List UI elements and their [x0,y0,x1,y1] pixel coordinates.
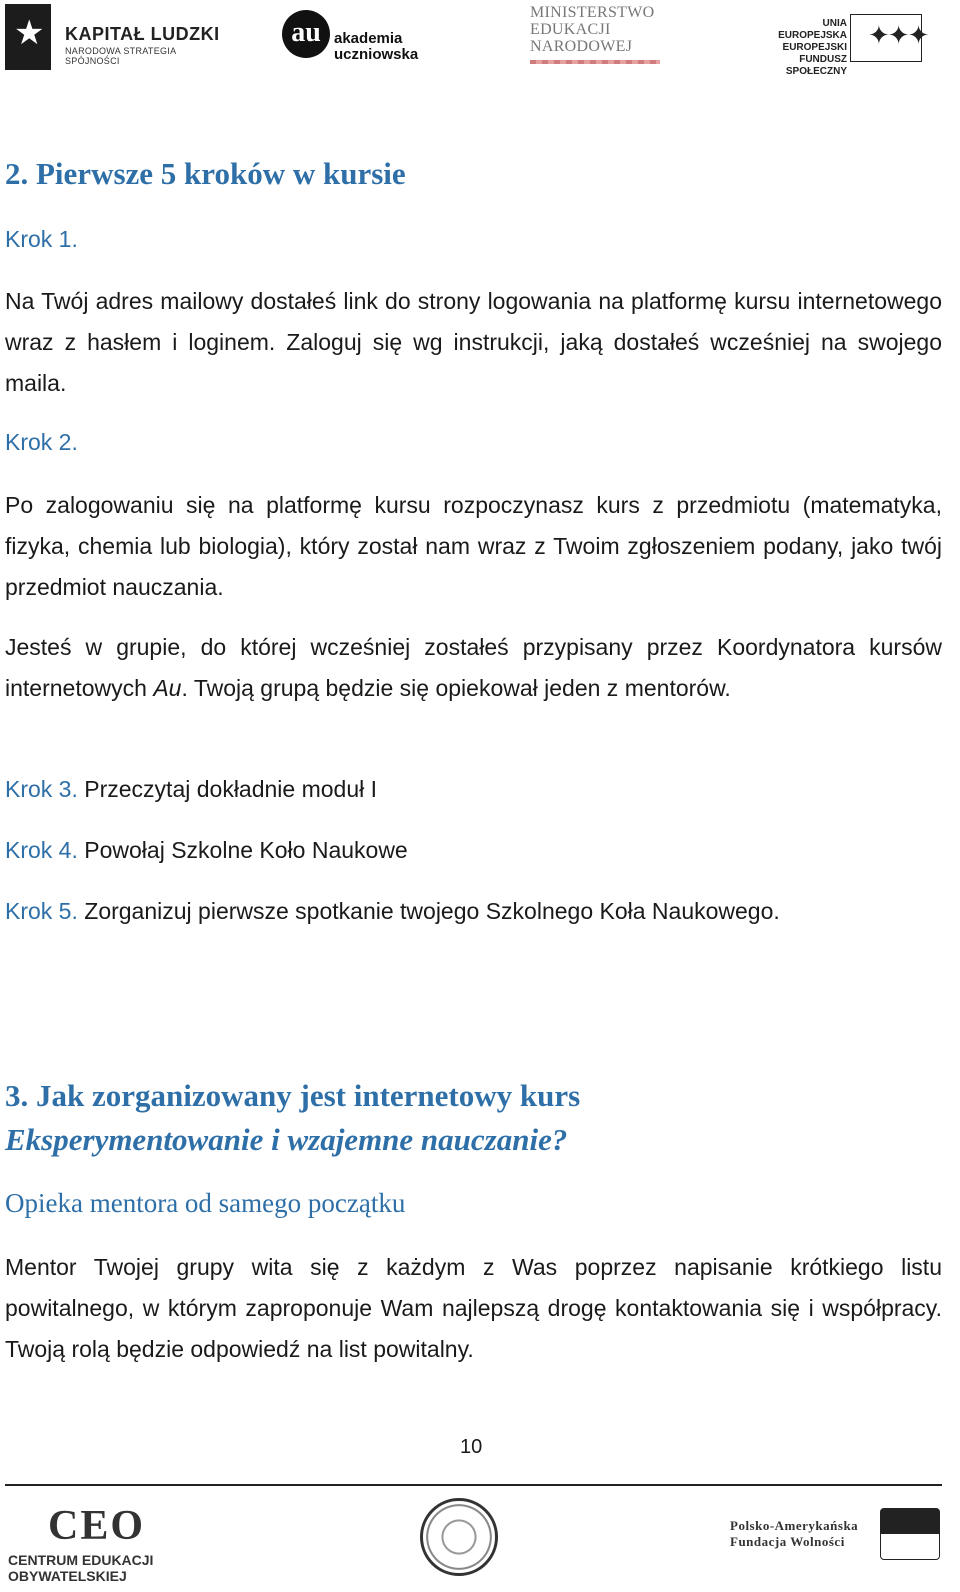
page-header [0,0,960,80]
iimcb-seal-icon [420,1498,500,1578]
men-decorative-bar [530,60,660,64]
pafw-text [730,1518,858,1550]
ue-line3: FUNDUSZ SPOŁECZNY [785,54,847,77]
akademia-line1: akademia [334,30,403,47]
krok4-label: Krok 4. [5,837,78,863]
akademia-line2: uczniowska [334,46,419,63]
kapital-ludzki-logo [5,4,220,70]
ue-line2: EUROPEJSKI [782,42,847,53]
page-number: 10 [460,1436,483,1458]
men-logo [530,4,670,66]
footer-divider [5,1484,942,1486]
krok4 [5,837,408,864]
kapital-ludzki-subtitle: NARODOWA STRATEGIA SPÓJNOŚCI [65,46,176,66]
krok5-label: Krok 5. [5,898,78,924]
section3-subheading: Opieka mentora od samego początku [5,1188,406,1218]
krok2-text: Po zalogowaniu się na platformę kursu rozpoczynasz kurs z przedmiotu (matematyka, fizyka, chemia lub biologia), który został nam wraz z Twoim zgłoszeniem podany, jako twój przedmiot nauczania. [5,492,942,600]
section3-paragraph: Mentor Twojej grupy wita się z każdym z Was poprzez napisanie krótkiego listu powitalnego, w którym zaproponuje Wam najlepszą drogę kontaktowania się i współpracy. Twoją rolą będzie odpowiedź na list powitalny. [5,1254,942,1362]
ue-logo [752,14,952,77]
krok2-text2 [5,627,942,709]
krok3-label: Krok 3. [5,776,78,802]
ceo-logo [8,1502,228,1584]
krok4-text: Powołaj Szkolne Koło Naukowe [77,837,408,863]
section2-heading: 2. Pierwsze 5 kroków w kursie [5,156,406,191]
page-footer [0,1492,960,1592]
pafw-line1: Polsko-Amerykańska [730,1518,859,1533]
pafw-line2: Fundacja Wolności [730,1534,845,1549]
akademia-uczniowska-logo [282,8,442,68]
men-line2: EDUKACJI [530,21,611,38]
men-line3: NARODOWEJ [530,38,633,55]
krok2-text2-a: Jesteś w grupie, do której wcześniej zostałeś przypisany przez Koordynatora kursów internetowych [5,634,942,701]
ue-line1: UNIA EUROPEJSKA [778,18,847,41]
ceo-name: CENTRUM EDUKACJI OBYWATELSKIEJ [8,1552,154,1584]
krok2-text2-italic: Au [153,675,182,701]
krok3-text: Przeczytaj dokładnie moduł I [77,776,378,802]
ue-text [752,18,847,78]
krok1-label: Krok 1. [5,226,78,252]
section3-heading-line1: 3. Jak zorganizowany jest internetowy kurs [5,1078,581,1113]
krok5 [5,898,780,925]
pafw-logo [730,1518,950,1568]
krok3 [5,776,377,803]
ceo-mark: CEO [48,1503,146,1549]
au-mark: au [282,10,330,58]
kapital-ludzki-title: KAPITAŁ LUDZKI [65,24,220,44]
eu-flag-icon: ✦✦✦ [850,14,922,62]
men-line1: MINISTERSTWO [530,4,655,21]
section3-heading-line2: Eksperymentowanie i wzajemne nauczanie? [5,1122,568,1157]
krok5-text: Zorganizuj pierwsze spotkanie twojego Szkolnego Koła Naukowego. [77,898,780,924]
krok2-text2-b: . Twoją grupą będzie się opiekował jeden z mentorów. [181,675,731,701]
kapital-ludzki-emblem: ★ [5,4,51,70]
krok2-label: Krok 2. [5,429,78,455]
krok1-text: Na Twój adres mailowy dostałeś link do strony logowania na platformę kursu internetowego wraz z hasłem i loginem. Zaloguj się wg instrukcji, jaką dostałeś wcześniej na swojego maila. [5,288,942,396]
pafw-flag-icon [880,1508,940,1560]
